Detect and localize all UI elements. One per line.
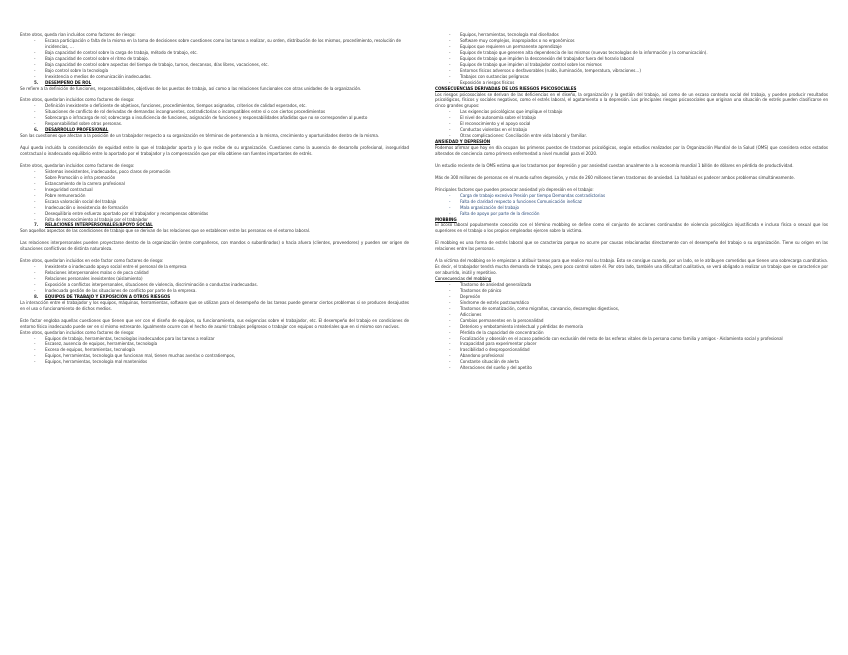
list-item: - Síndrome de estrés postraumático <box>435 301 828 307</box>
paragraph: Entre otros, quedarían incluidos como factores de riesgo: <box>20 330 135 336</box>
list-item: - Entornos físicos adversos o desfavorables (ruido, iluminación, temperatura, vibraciones…) <box>435 69 828 75</box>
list-item: - Abandono profesional <box>435 354 828 360</box>
section-heading-consecuencias-derivadas-de-los: CONSECUENCIAS DERIVADAS DE LOS RIESGOS PSICOSOCIALES <box>435 86 577 92</box>
list-item: - El reconocimiento y el apoyo social <box>435 122 828 128</box>
paragraph: Las relaciones interpersonales pueden proyectarse dentro de la organización (entre compañeros, con mandos o subordinados) o hacia afuera (clientes, proveedores) y pueden ser origen de situaciones conflictivas de distinta naturaleza. <box>20 241 409 253</box>
list-item: - El nivel de autonomía sobre el trabajo <box>435 116 828 122</box>
list-item: - Pérdida de la capacidad de concentración <box>435 331 828 337</box>
list-item: - Adicciones <box>435 313 828 319</box>
list-item: - Sobrecarga o infracarga de rol; sobrecarga o insuficiencia de funciones, asignación de funciones y responsabilidades añadidas que no se corresponden al puesto <box>20 116 409 122</box>
paragraph: Entre otros, queda rían incluidos como factores de riesgo: <box>20 33 136 38</box>
list-item: - Deterioro y embotamiento intelectual y pérdidas de memoria <box>435 325 828 331</box>
list-item: - Exceso de equipos, herramientas, tecnología <box>20 348 409 354</box>
list-item: - Otras complicaciones: Conciliación entre vida laboral y familiar. <box>435 134 828 140</box>
paragraph: Entre otros, quedarían incluidos como factores de riesgo: <box>20 98 135 104</box>
list-item: - Equipos, herramientas, tecnología que funcionan mal, tienen muchas averías o contratiempos, <box>20 354 409 360</box>
paragraph: Se refiere a la definición de funciones, responsabilidades, objetivos de los puestos de trabajo, así como a las relaciones funcionales con otras unidades de la organización. <box>20 86 362 92</box>
list-item: - Escasa participación o falta de la misma en la toma de decisiones sobre cuestiones como las tareas a realizar, su orden, distribución de los mismos, procedimiento, resolución de incidencias, … <box>20 39 409 51</box>
list-item: - Responsabilidad sobre otras personas. <box>20 122 409 128</box>
list-item: - Escasa valoración social del trabajo <box>20 200 409 206</box>
paragraph: Son las cuestiones que afectan a la posición de un trabajador respecto a su organización en términos de pertenencia a la misma, crecimiento y oportunidades dentro de la misma. <box>20 134 380 140</box>
list-item: - Alteraciones del sueño y del apetito <box>435 366 828 372</box>
list-item: - Falta de apoyo por parte de la dirección <box>435 212 828 218</box>
list-item: - Sistemas inexistentes, inadecuados, poco claros de promoción <box>20 170 409 176</box>
section-number: 7. <box>34 223 39 229</box>
section-heading-consecuencias-del-mobbing: Consecuencias del mobbing <box>435 277 492 282</box>
list-item: - Falta de claridad respecto a funciones Comunicación ineficaz <box>435 200 828 206</box>
list-item: - Equipos, herramientas, tecnología mal diseñados <box>435 33 828 39</box>
list-item: - Trastorno de ansiedad generalizada <box>435 283 828 289</box>
section-title: RELACIONES INTERPERSONALES/APOYO SOCIAL <box>45 223 153 229</box>
section-heading-mobbing: MOBBING <box>435 217 457 223</box>
list-item: - Inseguridad contractual <box>20 188 409 194</box>
list-item: - Equipos de trabajo, herramientas, tecnologías inadecuados para las tareas a realizar <box>20 337 409 343</box>
list-item: - Conductas violentas en el trabajo <box>435 128 828 134</box>
bullet-list <box>20 39 409 81</box>
list-item: - Falta de reconocimiento al trabajo por el trabajador <box>20 218 409 224</box>
paragraph: Entre otros, quedarían incluidos en este factor como factores de riesgo: <box>20 259 164 265</box>
list-item: - Pobre remuneración <box>20 194 409 200</box>
paragraph: Podemos afirmar que hoy en día ocupan los primeros puestos de trastornos psicológicos, según estudios realizados por la Organización Mundial de la Salud (OMS) que considera estos estados alterados de conciencia como primera enfermedad a nivel mundial para el 2020. <box>435 146 828 158</box>
list-item: - Software muy complejos, inapropiados o no ergonómicos <box>435 39 828 45</box>
list-item: - Focalización y obsesión en el acoso padecido con exclusión del resto de las esferas vitales de la persona como familia y amigos - Aislamiento social y profesional <box>435 337 828 343</box>
paragraph: Son aquellos aspectos de las condiciones de trabajo que se derivan de las relaciones que se establecen entre las personas en el entorno laboral. <box>20 229 311 235</box>
list-item: - Baja capacidad de control sobre la carga de trabajo, método de trabajo, etc. <box>20 51 409 57</box>
list-item: - Equipos que requieren un permanente aprendizaje <box>435 45 828 51</box>
paragraph: Más de 300 millones de personas en el mundo sufren depresión, y más de 260 millones tienen trastornos de ansiedad. La habitual es padecer ambos problemas simultáneamente. <box>435 175 795 181</box>
list-item: - Inadecuación o inexistencia de formación <box>20 206 409 212</box>
list-item: - Equipos, herramientas, tecnología mal mantenidos <box>20 360 409 366</box>
list-item: - Incapacidad para experimentar placer <box>435 342 828 348</box>
bullet-list <box>20 170 409 224</box>
left-column <box>20 33 409 366</box>
list-item: - Situaciones de conflicto de rol derivadas de demandas incongruentes, contradictorias o incompatibles entre sí o con ciertos procedimientos <box>20 110 409 116</box>
section-number: 8. <box>34 294 39 300</box>
list-item: - Depresión <box>435 295 828 301</box>
paragraph: Este factor engloba aquellas cuestiones que tienen que ver con el diseño de equipos, su funcionamiento, sus exigencias sobre el trabajador, etc. El desempeño del trabajo en condiciones de entorno físico inadecuado puede ser en sí mismo estresante. Igualmente ocurre con el hecho de asumir trabajos peligrosos o trabajar con equipos o materiales que en sí mismo son nocivos. <box>20 318 409 330</box>
paragraph: Un estudio reciente de la OMS estima que los trastornos por depresión y por ansiedad cuestan anualmente a la economía mundial 1 billón de dólares en pérdida de productividad. <box>435 163 794 169</box>
paragraph: Entre otros, quedarían incluidos como factores de riesgo: <box>20 163 135 169</box>
list-item: - Trastornos de pánico <box>435 289 828 295</box>
list-item: - Definición inexistente o deficiente de objetivos, funciones, procedimientos, tiempos asignados, criterios de calidad esperados, etc. <box>20 104 409 110</box>
section-title: EQUIPOS DE TRABAJO Y EXPOSICIÓN A OTROS RIESGOS <box>45 294 171 300</box>
list-item: - Relaciones interpersonales malas o de poca calidad <box>20 271 409 277</box>
paragraph: Aquí queda incluida la consideración de equidad entre lo que el trabajador aporta y lo que recibe de su organización. Cuestiones como la ausencia de desarrollo profesional, inseguridad contractual o inadecuado equilibrio entre lo aportado por el trabajador y la compensación que por ello obtiene son fuentes importantes de estrés. <box>20 146 409 158</box>
bullet-list <box>435 33 828 87</box>
list-item: - Trastornos de somatización, como migrañas, cansancio, desarreglos digestivos, <box>435 307 828 313</box>
paragraph: El acoso laboral popularmente conocido con el término mobbing se define como el conjunto de acciones continuadas de violencia psicológica injustificada e incluso física o sexual que los superiores en el trabajo o los propios empleados ejercen sobre la víctima. <box>435 223 828 235</box>
list-item: - Escasez, ausencia de equipos, herramientas, tecnología <box>20 342 409 348</box>
list-item: - Estancamiento de la carrera profesional <box>20 182 409 188</box>
list-item: - Mala organización del trabajo <box>435 206 828 212</box>
list-item: - Inexistente o inadecuado apoyo social entre el personal de la empresa <box>20 265 409 271</box>
list-item: - Exposición a riesgos físicos <box>435 81 828 87</box>
paragraph: A la víctima del mobbing se le empiezan a atribuir tareas para que realice mal su trabajo. Esto se consigue cuando, por un lado, se le atribuyen cometidos que tienen una sobrecarga cuantitativa. Es decir, el trabajador tendrá mucha demanda de trabajo, pero poco control sobre él. Por otro lado, también una dificultad cualitativa, se verá obligado a realizar un trabajo que se caracterice por ser aburrido, inútil y repetitivo. <box>435 259 828 277</box>
list-item: - Equipos de trabajo que impiden al trabajador control sobre los mismos <box>435 63 828 69</box>
section-number: 6. <box>34 128 39 134</box>
bullet-list <box>435 194 828 218</box>
section-number: 5. <box>34 80 39 86</box>
list-item: - Sobre Promoción o infra promoción <box>20 176 409 182</box>
paragraph: Principales factores que pueden provocar ansiedad y/o depresión en el trabajo: <box>435 187 594 193</box>
bullet-list <box>20 104 409 128</box>
list-item: - Trabajos con sustancias peligrosas <box>435 75 828 81</box>
section-title: DESARROLLO PROFESIONAL <box>45 128 109 134</box>
paragraph: Los riesgos psicosociales se derivan de las deficiencias en el diseño, la organización y la gestión del trabajo, así como de un escaso contexto social del trabajo, y pueden producir resultados psicológicos, físicos y sociales negativos, como el estrés laboral, el agotamiento o la depresión. Los principales riesgos psicosociales que originan una situación de estrés pueden clasificarse en cinco grandes grupos: <box>435 92 828 110</box>
list-item: - Exposición a conflictos interpersonales, situaciones de violencia, discriminación o conductas inadecuadas. <box>20 283 409 289</box>
list-item: - Irascibilidad o desproporcionalidad <box>435 348 828 354</box>
list-item: - Equipos de trabajo que generen alta dependencia de los mismos (nuevas tecnologías de la información y la comunicación). <box>435 51 828 57</box>
right-column <box>435 33 828 372</box>
paragraph: El mobbing es una forma de estrés laboral que se caracteriza porque no ocurre por causas relacionadas directamente con el desempeño del trabajo o su organización. Tiene su origen en las relaciones entre las personas. <box>435 241 828 253</box>
list-item: - Baja capacidad de control sobre el ritmo de trabajo. <box>20 57 409 63</box>
bullet-list <box>20 265 409 295</box>
bullet-list <box>20 337 409 367</box>
paragraph: La interacción entre el trabajador y los equipos, máquinas, herramientas, software que se utilizan para el desempeño de las tareas puede generar ciertos problemas si se producen desajustes en el uso o funcionamiento de dichos medios. <box>20 300 409 312</box>
list-item: - Desequilibrio entre esfuerzo aportado por el trabajador y recompensas obtenidas <box>20 212 409 218</box>
list-item: - Baja capacidad de control sobre aspectos del tiempo de trabajo, turnos, descansos, días libres, vacaciones, etc. <box>20 63 409 69</box>
list-item: - Inexistencia o medios de comunicación inadecuados. <box>20 75 409 81</box>
list-item: - Inadecuada gestión de las situaciones de conflicto por parte de la empresa. <box>20 289 409 295</box>
section-heading-ansiedad-y-depresion: ANSIEDAD Y DEPRESIÓN <box>435 140 491 146</box>
list-item: - Relaciones personales inexistentes (aislamiento) <box>20 277 409 283</box>
list-item: - Equipos de trabajo que impiden la desconexión del trabajador fuera del horario laboral <box>435 57 828 63</box>
list-item: - Cambios permanentes en la personalidad <box>435 319 828 325</box>
section-title: DESEMPEÑO DE ROL <box>45 80 92 86</box>
bullet-list <box>435 283 828 372</box>
list-item: - Las exigencias psicológicas que implique el trabajo <box>435 110 828 116</box>
list-item: - Constante situación de alerta <box>435 360 828 366</box>
bullet-list <box>435 110 828 140</box>
list-item: - Carga de trabajo excesiva Presión por tiempo Demandas contradictorias <box>435 194 828 200</box>
list-item: - Bajo control sobre la tecnología <box>20 69 409 75</box>
